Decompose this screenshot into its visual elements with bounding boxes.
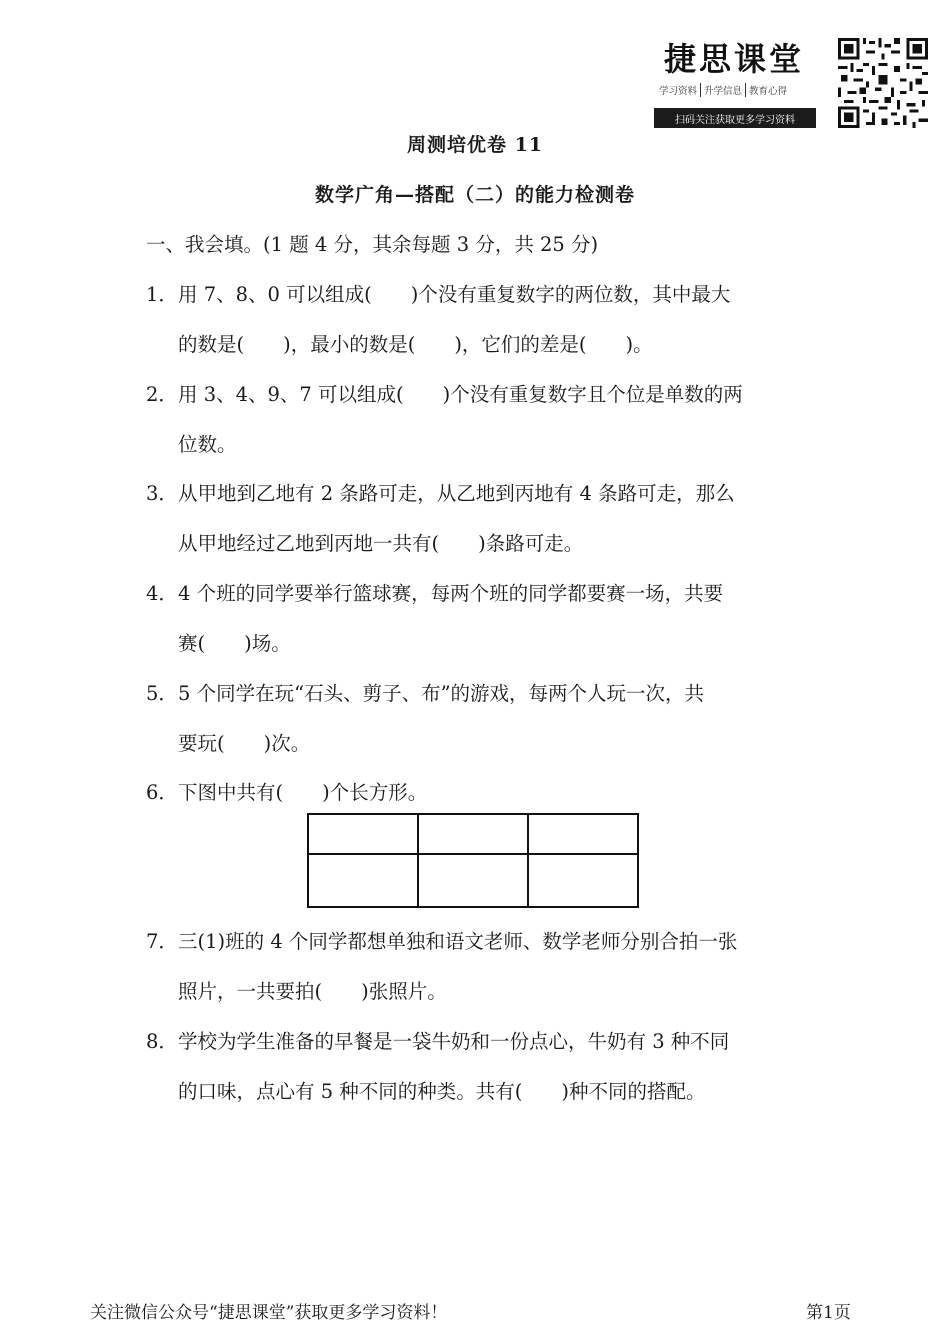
question-text: 用 3、4、9、7 可以组成( )个没有重复数字且个位是单数的两 <box>178 383 743 406</box>
question-text-continued: 照片，一共要拍( )张照片。 <box>178 980 447 1003</box>
question-text-continued: 赛( )场。 <box>178 632 291 655</box>
question-number: 4． <box>146 582 178 605</box>
question-text: 4 个班的同学要举行篮球赛，每两个班的同学都要赛一场，共要 <box>178 582 724 605</box>
page-subtitle: 数学广角—搭配（二）的能力检测卷 <box>314 184 635 206</box>
question-number: 2． <box>146 383 178 406</box>
question-text: 从甲地到乙地有 2 条路可走，从乙地到丙地有 4 条路可走，那么 <box>178 482 735 505</box>
question-text: 下图中共有( )个长方形。 <box>178 781 428 804</box>
brand-tags <box>656 82 816 98</box>
brand-banner: 扫码关注获取更多学习资料 <box>654 108 816 128</box>
brand-tag: 教育心得 <box>749 86 788 97</box>
brand-logo-text: 捷思课堂 <box>664 40 805 78</box>
qr-code-icon <box>838 38 928 128</box>
question-number: 6． <box>146 781 178 804</box>
question-number: 3． <box>146 482 178 505</box>
question-text-continued: 从甲地经过乙地到丙地一共有( )条路可走。 <box>178 532 584 555</box>
rectangle-grid-figure <box>307 813 639 908</box>
brand-tag: 升学信息 <box>704 86 743 97</box>
question-number: 7． <box>146 930 178 953</box>
brand-tag: 学习资料 <box>659 86 698 97</box>
question-text: 三(1)班的 4 个同学都想单独和语文老师、数学老师分别合拍一张 <box>178 930 738 953</box>
page-title: 周测培优卷 11 <box>406 134 544 156</box>
grid-outline <box>308 814 638 907</box>
question-number: 5． <box>146 682 178 705</box>
question-text: 学校为学生准备的早餐是一袋牛奶和一份点心，牛奶有 3 种不同 <box>178 1030 730 1053</box>
section-heading: 一、我会填。(1 题 4 分，其余每题 3 分，共 25 分) <box>146 233 599 256</box>
question-text-continued: 的数是( )，最小的数是( )，它们的差是( )。 <box>178 333 653 356</box>
footer-note: 关注微信公众号“捷思课堂”获取更多学习资料！ <box>90 1303 448 1323</box>
page-number: 第1页 <box>806 1303 851 1323</box>
question-text-continued: 位数。 <box>178 433 237 456</box>
question-text-continued: 要玩( )次。 <box>178 732 311 755</box>
question-number: 1． <box>146 283 178 306</box>
question-text: 用 7、8、0 可以组成( )个没有重复数字的两位数，其中最大 <box>178 283 731 306</box>
question-text-continued: 的口味，点心有 5 种不同的种类。共有( )种不同的搭配。 <box>178 1080 706 1103</box>
question-number: 8． <box>146 1030 178 1053</box>
question-text: 5 个同学在玩“石头、剪子、布”的游戏，每两个人玩一次，共 <box>178 682 705 705</box>
